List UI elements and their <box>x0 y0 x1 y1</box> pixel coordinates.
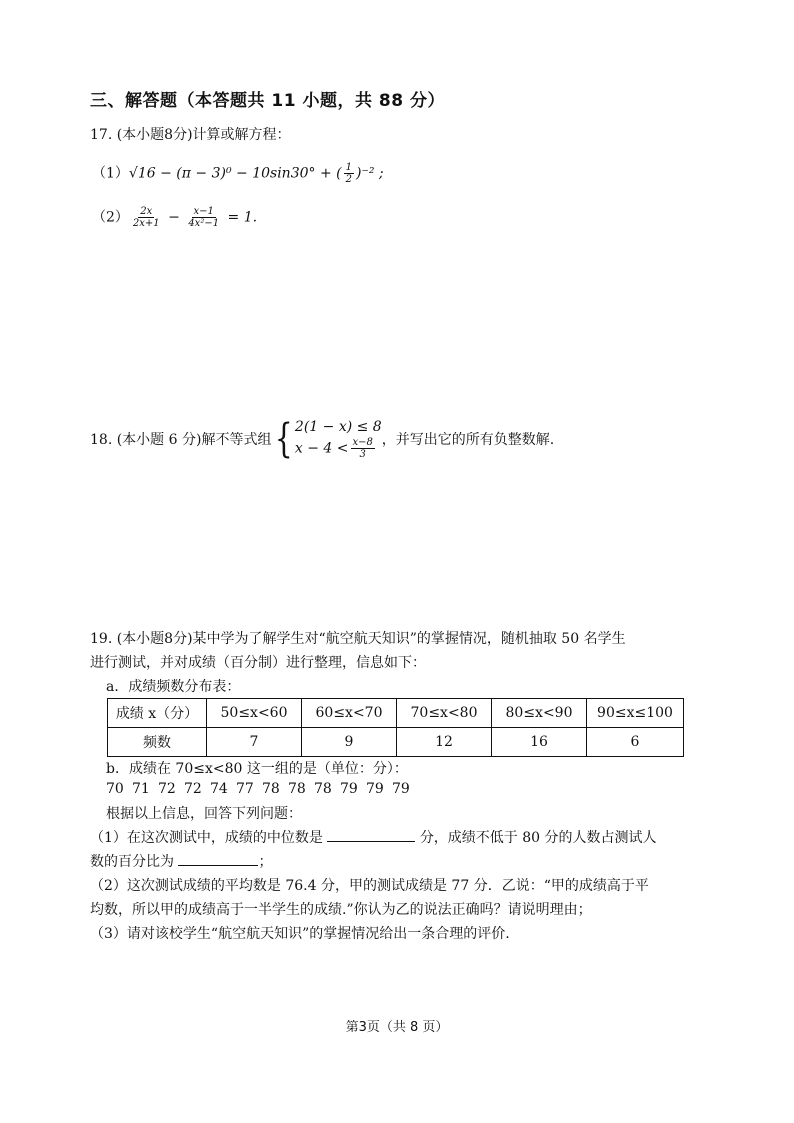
score-item: 77 <box>236 781 254 797</box>
q18-heading: 18. (本小题 6 分)解不等式组 <box>90 432 272 448</box>
q19-line-1: 19. (本小题8分)某中学为了解学生对“航空航天知识”的掌握情况，随机抽取 50 名学生 <box>90 631 626 647</box>
q17-part2-label: （2） <box>92 209 129 226</box>
table-cell: 16 <box>492 728 587 757</box>
score-item: 79 <box>340 781 358 797</box>
page-footer: 第3页（共 8 页） <box>345 1020 449 1035</box>
score-item: 79 <box>392 781 410 797</box>
table-header-cell: 90≤x≤100 <box>587 699 684 728</box>
section-title: 三、解答题（本答题共 11 小题，共 88 分） <box>90 91 445 111</box>
q17-part2 <box>92 206 257 229</box>
q19-sub-1-text-b: 分，成绩不低于 80 分的人数占测试人 <box>419 830 657 846</box>
score-item: 78 <box>262 781 280 797</box>
table-header-cell: 60≤x<70 <box>302 699 397 728</box>
score-item: 79 <box>366 781 384 797</box>
q18-left-brace: { <box>275 416 294 462</box>
q18-inequality-2 <box>295 437 382 460</box>
table-header-cell: 70≤x<80 <box>397 699 492 728</box>
q19-sub-1-text-a: （1）在这次测试中，成绩的中位数是 <box>90 830 323 846</box>
q17-part2-fraction-1-numerator: 2x <box>140 206 153 217</box>
score-item: 70 <box>106 781 124 797</box>
table-row-label: 频数 <box>108 728 207 757</box>
q19-line-2: 进行测试，并对成绩（百分制）进行整理，信息如下： <box>90 655 426 671</box>
q18-inequality-2-denominator: 3 <box>359 449 366 460</box>
q19-score-list <box>106 781 418 797</box>
table-header-cell: 50≤x<60 <box>207 699 302 728</box>
q18-inequality-2-left: x − 4 < <box>294 440 349 457</box>
table-cell: 6 <box>587 728 684 757</box>
q17-part2-fraction-2-denominator: 4x²−1 <box>188 218 220 229</box>
q17-part1-expression: √16 − (π − 3)⁰ − 10sin30° + <box>128 165 332 182</box>
q19-sub-3: （3）请对该校学生“航空航天知识”的掌握情况给出一条合理的评价. <box>90 926 510 942</box>
q17-part1-open-paren: ( <box>336 165 342 182</box>
q19-sub-2-line-2: 均数，所以甲的成绩高于一半学生的成绩.”你认为乙的说法正确吗？请说明理由； <box>90 902 592 918</box>
median-answer-blank[interactable] <box>327 841 415 842</box>
q18-inequality-2-fraction <box>351 437 375 460</box>
q17-part2-fraction-2 <box>186 206 221 229</box>
frequency-table-header-row <box>108 699 684 728</box>
q17-part1-fraction <box>344 162 354 185</box>
q19-sub-2-line-1: （2）这次测试成绩的平均数是 76.4 分，甲的测试成绩是 77 分．乙说：“甲的成绩高于平 <box>90 878 649 894</box>
table-header-cell: 成绩 x（分） <box>108 699 207 728</box>
q18-inequality-system <box>271 418 381 460</box>
score-item: 72 <box>184 781 202 797</box>
q19-part-b-label: b．成绩在 70≤x<80 这一组的是（单位：分）： <box>106 761 408 777</box>
frequency-table <box>107 698 684 757</box>
table-header-cell: 80≤x<90 <box>492 699 587 728</box>
q19-sub-1-cont <box>90 851 272 871</box>
q19-sub-1 <box>90 827 657 847</box>
table-cell: 7 <box>207 728 302 757</box>
q17-part1-label: （1） <box>92 165 129 182</box>
q19-sub-1-text-d: ； <box>258 854 273 870</box>
q17-part2-minus: − <box>168 209 180 226</box>
score-item: 71 <box>132 781 150 797</box>
q19-part-a-label: a．成绩频数分布表： <box>106 679 241 695</box>
q17-part2-fraction-2-numerator: x−1 <box>193 206 214 217</box>
score-item: 78 <box>288 781 306 797</box>
q17-part1 <box>92 162 384 185</box>
q18-inequality-2-numerator: x−8 <box>352 437 373 448</box>
score-item: 74 <box>210 781 228 797</box>
q19-intro: 根据以上信息，回答下列问题： <box>106 806 302 822</box>
percentage-answer-blank[interactable] <box>178 865 258 866</box>
score-item: 78 <box>314 781 332 797</box>
table-cell: 12 <box>397 728 492 757</box>
q18-inequality-1: 2(1 − x) ≤ 8 <box>294 419 382 435</box>
q18 <box>90 418 554 460</box>
q17-part2-fraction-1 <box>131 206 162 229</box>
q17-part1-tail: )⁻² ; <box>355 165 384 182</box>
q17-heading: 17. (本小题8分)计算或解方程： <box>90 127 291 143</box>
q19-sub-1-text-c: 数的百分比为 <box>90 854 174 870</box>
q17-part1-fraction-denominator: 2 <box>345 174 352 185</box>
q17-part1-fraction-numerator: 1 <box>345 162 352 173</box>
frequency-table-value-row <box>108 728 684 757</box>
table-cell: 9 <box>302 728 397 757</box>
q18-tail: ，并写出它的所有负整数解. <box>381 432 555 448</box>
q17-part2-fraction-1-denominator: 2x+1 <box>132 218 160 229</box>
q17-part2-tail: = 1. <box>227 209 258 226</box>
score-item: 72 <box>158 781 176 797</box>
